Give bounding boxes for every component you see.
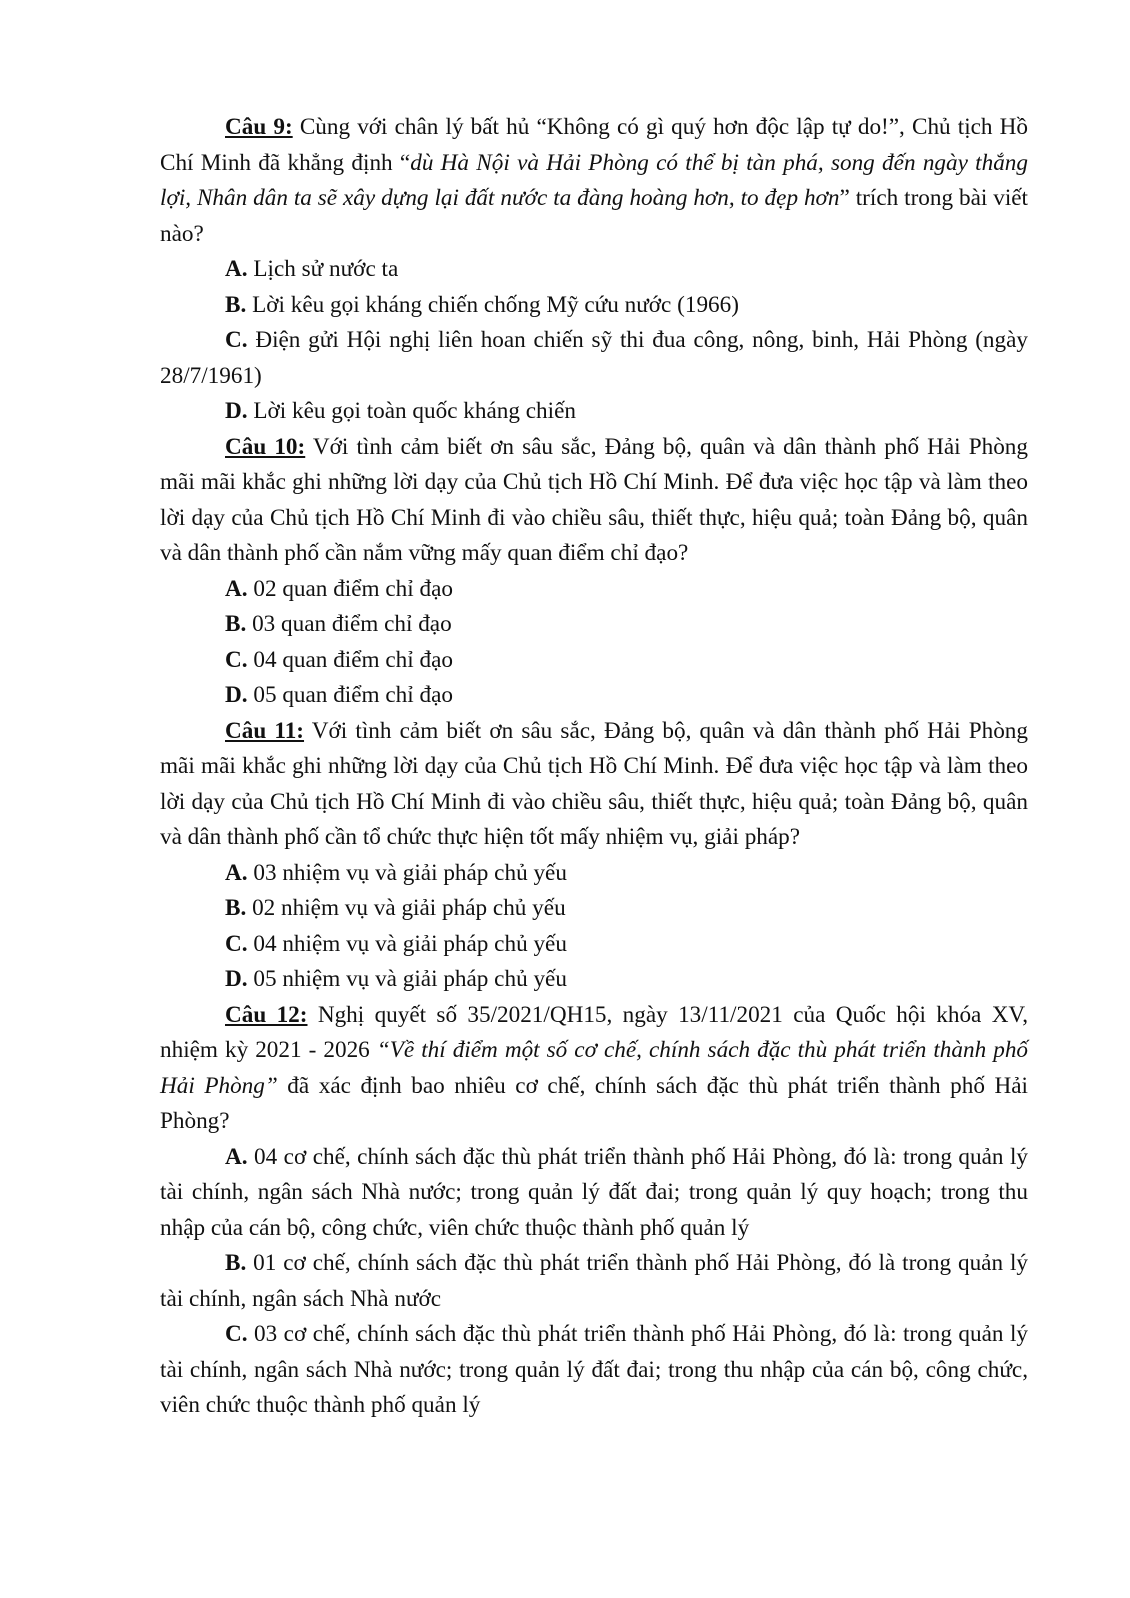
question-12-resolution-title: “Về thí điểm một số cơ chế, chính sách đặc thù phát triển thành phố Hải Phòng” xyxy=(160,1037,1029,1099)
question-12-option-a xyxy=(160,1140,1028,1247)
option-letter: B. xyxy=(225,291,247,318)
option-text: 01 cơ chế, chính sách đặc thù phát triển thành phố Hải Phòng, đó là trong quản lý tài chính, ngân sách Nhà nước xyxy=(160,1250,1028,1312)
option-text: 04 quan điểm chỉ đạo xyxy=(247,646,453,673)
question-10-stem xyxy=(160,430,1028,572)
option-letter: C. xyxy=(225,930,248,957)
question-10-label: Câu 10: xyxy=(225,433,306,460)
question-12-stem xyxy=(160,998,1028,1140)
question-12-option-b xyxy=(160,1246,1028,1317)
option-text: 05 nhiệm vụ và giải pháp chủ yếu xyxy=(247,966,567,992)
question-11-label: Câu 11: xyxy=(225,717,305,744)
option-letter: A. xyxy=(225,1143,248,1170)
question-12-text-a: Nghị quyết số 35/2021/QH15, ngày 13/11/2021 của Quốc hội khóa XV, nhiệm kỳ 2021 - 2026 xyxy=(160,1001,1028,1063)
question-12-label: Câu 12: xyxy=(225,1001,308,1028)
question-11-stem xyxy=(160,714,1028,856)
option-letter: D. xyxy=(225,682,248,708)
option-text: 02 quan điểm chỉ đạo xyxy=(247,575,453,602)
document-page xyxy=(160,110,1028,1424)
option-text: Lịch sử nước ta xyxy=(247,256,399,282)
question-12-text-b: đã xác định bao nhiêu cơ chế, chính sách đặc thù phát triển thành phố Hải Phòng? xyxy=(160,1072,1028,1134)
option-text: 03 cơ chế, chính sách đặc thù phát triển thành phố Hải Phòng, đó là: trong quản lý tài chính, ngân sách Nhà nước; trong quản lý đất đai; trong thu nhập của cán bộ, công chức, viên chức thuộc thành phố quản lý xyxy=(160,1321,1028,1418)
question-10-option-a xyxy=(160,572,1028,608)
question-9-quote: dù Hà Nội và Hải Phòng có thể bị tàn phá, song đến ngày thắng lợi, Nhân dân ta sẽ xây dựng lại đất nước ta đàng hoàng hơn, to đẹp hơn xyxy=(160,149,1028,211)
question-11-option-d xyxy=(160,962,1028,998)
option-text: 05 quan điểm chỉ đạo xyxy=(247,682,453,708)
option-text: 03 nhiệm vụ và giải pháp chủ yếu xyxy=(247,859,567,886)
question-9-option-a xyxy=(160,252,1028,288)
question-11-option-b xyxy=(160,891,1028,927)
option-letter: B. xyxy=(225,611,247,637)
option-letter: A. xyxy=(225,859,248,886)
question-10-option-b xyxy=(160,607,1028,643)
question-9-option-d xyxy=(160,394,1028,430)
option-text: Lời kêu gọi kháng chiến chống Mỹ cứu nước (1966) xyxy=(246,291,739,318)
option-text: Điện gửi Hội nghị liên hoan chiến sỹ thi đua công, nông, binh, Hải Phòng (ngày 28/7/1961) xyxy=(160,327,1028,389)
option-text: 02 nhiệm vụ và giải pháp chủ yếu xyxy=(246,895,566,921)
question-9-text-b: ” trích trong bài viết nào? xyxy=(160,185,1029,247)
option-letter: C. xyxy=(225,1321,248,1347)
option-letter: A. xyxy=(225,575,248,602)
question-9-label: Câu 9: xyxy=(225,114,293,140)
option-letter: A. xyxy=(225,256,248,282)
question-9-option-c xyxy=(160,323,1028,394)
question-10-option-c xyxy=(160,643,1028,679)
question-11-option-c xyxy=(160,927,1028,963)
option-text: 04 cơ chế, chính sách đặc thù phát triển thành phố Hải Phòng, đó là: trong quản lý tài chính, ngân sách Nhà nước; trong quản lý đất đai; trong quản lý quy hoạch; trong thu nhập của cán bộ, công chức, viên chức thuộc thành phố quản lý xyxy=(160,1143,1028,1241)
option-text: 03 quan điểm chỉ đạo xyxy=(246,611,452,637)
question-12-option-c xyxy=(160,1317,1028,1424)
option-letter: D. xyxy=(225,966,248,992)
question-9-option-b xyxy=(160,288,1028,324)
option-letter: B. xyxy=(225,895,247,921)
option-text: 04 nhiệm vụ và giải pháp chủ yếu xyxy=(247,930,567,957)
question-10-option-d xyxy=(160,678,1028,714)
option-letter: B. xyxy=(225,1250,247,1276)
question-10-text: Với tình cảm biết ơn sâu sắc, Đảng bộ, quân và dân thành phố Hải Phòng mãi mãi khắc ghi những lời dạy của Chủ tịch Hồ Chí Minh. Để đưa việc học tập và làm theo lời dạy của Chủ tịch Hồ Chí Minh đi vào chiều sâu, thiết thực, hiệu quả; toàn Đảng bộ, quân và dân thành phố cần nắm vững mấy quan điểm chỉ đạo? xyxy=(160,433,1028,566)
option-letter: D. xyxy=(225,398,248,424)
option-letter: C. xyxy=(225,646,248,673)
option-letter: C. xyxy=(225,327,248,353)
question-9-stem xyxy=(160,110,1028,252)
option-text: Lời kêu gọi toàn quốc kháng chiến xyxy=(247,398,576,424)
question-11-option-a xyxy=(160,856,1028,892)
question-11-text: Với tình cảm biết ơn sâu sắc, Đảng bộ, quân và dân thành phố Hải Phòng mãi mãi khắc ghi những lời dạy của Chủ tịch Hồ Chí Minh. Để đưa việc học tập và làm theo lời dạy của Chủ tịch Hồ Chí Minh đi vào chiều sâu, thiết thực, hiệu quả; toàn Đảng bộ, quân và dân thành phố cần tổ chức thực hiện tốt mấy nhiệm vụ, giải pháp? xyxy=(160,717,1028,850)
question-9-text-a: Cùng với chân lý bất hủ “Không có gì quý hơn độc lập tự do!”, Chủ tịch Hồ Chí Minh đã khẳng định “ xyxy=(160,114,1028,176)
